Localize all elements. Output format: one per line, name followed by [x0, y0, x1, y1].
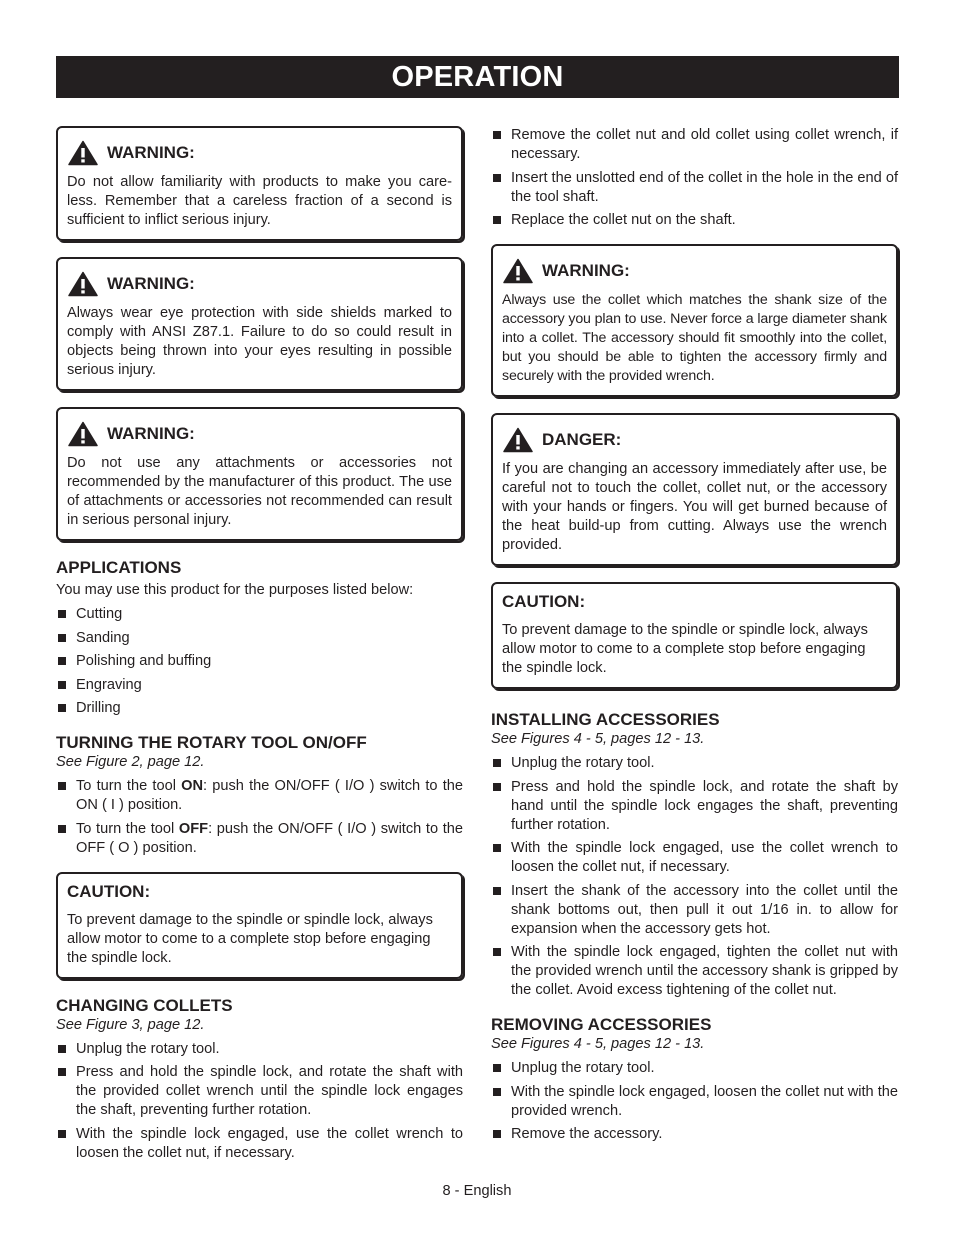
square-bullet-icon — [493, 783, 501, 791]
list-item: Insert the shank of the accessory into the collet until the shank bottoms out, then pull it out 1/16 in. to allow for expansion when the accessory gets hot. — [491, 882, 898, 939]
square-bullet-icon — [58, 634, 66, 642]
danger-text: If you are changing an accessory immediately after use, be careful not to touch the collet, collet nut, or the accessory with your hands or fingers. You will get burned because of the heat build-up from cutting. Always use the wrench provided. — [502, 461, 887, 553]
warning-triangle-icon — [503, 258, 533, 284]
section-intro: You may use this product for the purposes listed below: — [56, 582, 414, 598]
warning-box-familiarity — [56, 126, 463, 241]
list-item: Press and hold the spindle lock, and rotate the shaft by hand until the spindle lock engages the shaft, preventing further rotation. — [491, 778, 898, 835]
caution-title: CAUTION: — [502, 592, 586, 611]
square-bullet-icon — [493, 1130, 501, 1138]
square-bullet-icon — [58, 681, 66, 689]
list-item: Remove the collet nut and old collet using collet wrench, if necessary. — [491, 126, 898, 164]
square-bullet-icon — [58, 782, 66, 790]
square-bullet-icon — [493, 216, 501, 224]
left-column — [56, 126, 463, 1177]
warning-title: WARNING: — [107, 424, 195, 443]
list-item: Engraving — [56, 676, 463, 695]
square-bullet-icon — [493, 948, 501, 956]
turning-section — [56, 732, 463, 858]
caution-text: To prevent damage to the spindle or spindle lock, always allow motor to come to a complete stop before engaging the spindle lock. — [67, 911, 433, 966]
square-bullet-icon — [58, 1130, 66, 1138]
installing-list — [491, 754, 898, 1000]
square-bullet-icon — [493, 887, 501, 895]
warning-triangle-icon — [503, 427, 533, 453]
square-bullet-icon — [58, 657, 66, 665]
list-item: Unplug the rotary tool. — [491, 754, 898, 773]
warning-triangle-icon — [68, 140, 98, 166]
list-item: Polishing and buffing — [56, 652, 463, 671]
warning-text: Do not allow familiarity with products to make you care-less. Remember that a careless fraction of a second is sufficient to inflict serious injury. — [67, 174, 452, 228]
turning-list — [56, 777, 463, 858]
caution-box — [491, 582, 898, 689]
square-bullet-icon — [493, 174, 501, 182]
applications-list — [56, 605, 463, 718]
section-heading: TURNING THE ROTARY TOOL ON/OFF — [56, 733, 367, 752]
removing-list — [491, 1059, 898, 1144]
list-item: With the spindle lock engaged, use the collet wrench to loosen the collet nut, if necessary. — [56, 1125, 463, 1163]
list-item: Remove the accessory. — [491, 1125, 898, 1144]
list-item: To turn the tool OFF: push the ON/OFF ( I/O ) switch to the OFF ( O ) position. — [56, 820, 463, 858]
square-bullet-icon — [58, 704, 66, 712]
list-item: Drilling — [56, 699, 463, 718]
figure-reference: See Figure 2, page 12. — [56, 754, 205, 770]
square-bullet-icon — [493, 131, 501, 139]
list-item: To turn the tool ON: push the ON/OFF ( I/O ) switch to the ON ( I ) position. — [56, 777, 463, 815]
list-item: With the spindle lock engaged, loosen the collet nut with the provided wrench. — [491, 1083, 898, 1121]
caution-title: CAUTION: — [67, 881, 151, 901]
warning-triangle-icon — [68, 421, 98, 447]
section-heading: CHANGING COLLETS — [56, 995, 233, 1015]
changing-collets-section — [56, 995, 463, 1163]
danger-title: DANGER: — [542, 430, 622, 449]
figure-reference: See Figures 4 - 5, pages 12 - 13. — [491, 731, 705, 747]
figure-reference: See Figure 3, page 12. — [56, 1016, 205, 1033]
section-heading: REMOVING ACCESSORIES — [491, 1015, 712, 1034]
warning-text: Do not use any attachments or accessories not recommended by the manufacturer of this product. The use of attachments or accessories not recommended can result in serious personal injury. — [67, 455, 452, 528]
warning-triangle-icon — [68, 271, 98, 297]
installing-accessories-section — [491, 709, 898, 1000]
collets-list — [56, 1040, 463, 1163]
square-bullet-icon — [58, 1045, 66, 1053]
figure-reference: See Figures 4 - 5, pages 12 - 13. — [491, 1036, 705, 1052]
removing-accessories-section — [491, 1014, 898, 1144]
page-title: OPERATION — [56, 56, 899, 98]
section-heading: APPLICATIONS — [56, 558, 182, 577]
square-bullet-icon — [493, 759, 501, 767]
applications-section — [56, 557, 463, 718]
caution-box — [56, 872, 463, 979]
warning-title: WARNING: — [107, 274, 195, 293]
warning-box-collet-size — [491, 244, 898, 397]
list-item: Unplug the rotary tool. — [56, 1040, 463, 1059]
caution-text: To prevent damage to the spindle or spindle lock, always allow motor to come to a complete stop before engaging the spindle lock. — [502, 622, 868, 676]
list-item: Sanding — [56, 629, 463, 648]
list-item: Replace the collet nut on the shaft. — [491, 211, 898, 230]
list-item: Press and hold the spindle lock, and rotate the shaft with the provided collet wrench until the spindle lock engages the shaft, preventing further rotation. — [56, 1063, 463, 1120]
warning-box-eye-protection — [56, 257, 463, 391]
square-bullet-icon — [58, 610, 66, 618]
page-number: 8 - English — [442, 1183, 512, 1199]
list-item: With the spindle lock engaged, tighten the collet nut with the provided wrench until the accessory shank is gripped by the collet. Avoid excess tightening of the collet nut. — [491, 943, 898, 1000]
list-item: With the spindle lock engaged, use the collet wrench to loosen the collet nut, if necessary. — [491, 839, 898, 877]
changing-collets-continued — [491, 126, 898, 230]
section-heading: INSTALLING ACCESSORIES — [491, 710, 720, 729]
warning-text: Always use the collet which matches the shank size of the accessory you plan to use. Never force a large diameter shank into a collet. The accessory should fit smoothly into the collet, but you should be able to tighten the accessory firmly and securely with the provided wrench. — [502, 292, 887, 384]
warning-title: WARNING: — [107, 143, 195, 162]
square-bullet-icon — [493, 1064, 501, 1072]
list-item: Insert the unslotted end of the collet in the hole in the end of the tool shaft. — [491, 169, 898, 207]
square-bullet-icon — [58, 825, 66, 833]
warning-box-attachments — [56, 407, 463, 541]
square-bullet-icon — [493, 1088, 501, 1096]
square-bullet-icon — [58, 1068, 66, 1076]
warning-text: Always wear eye protection with side shields marked to comply with ANSI Z87.1. Failure to do so could result in objects being thrown into your eyes resulting in possible serious injury. — [67, 305, 452, 378]
collets-list-continued — [491, 126, 898, 230]
right-column — [491, 126, 898, 1158]
danger-box — [491, 413, 898, 566]
warning-title: WARNING: — [542, 261, 630, 280]
square-bullet-icon — [493, 844, 501, 852]
list-item: Unplug the rotary tool. — [491, 1059, 898, 1078]
list-item: Cutting — [56, 605, 463, 624]
